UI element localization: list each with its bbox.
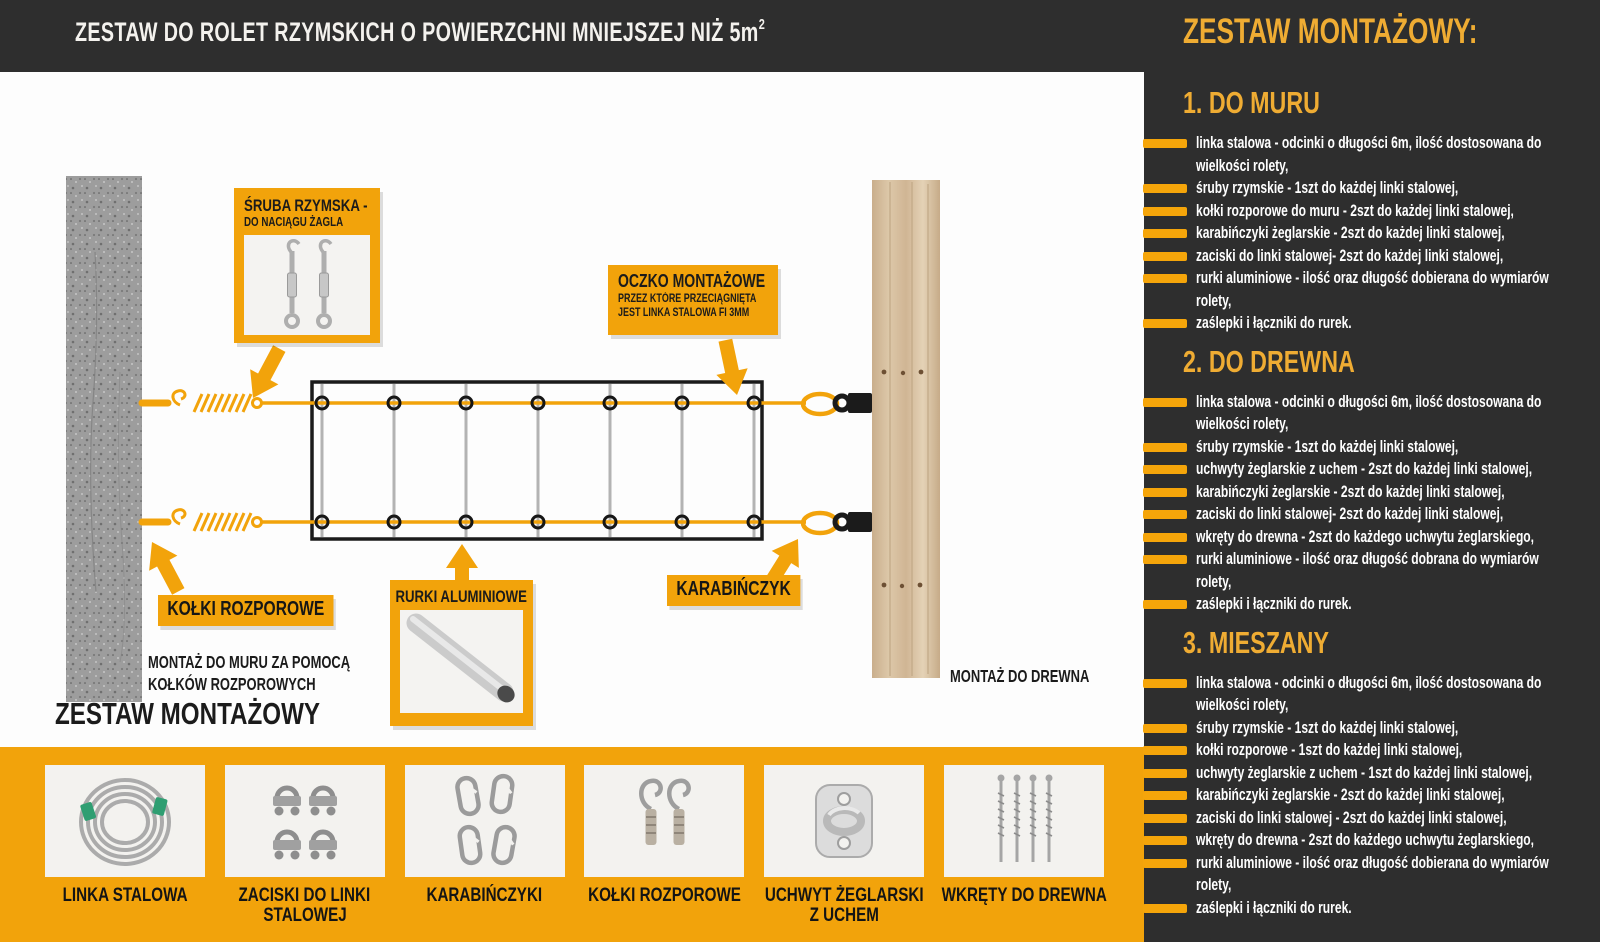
panel-list-item	[1144, 458, 1600, 481]
panel-item-line: zaślepki i łączniki do rurek.	[1196, 897, 1352, 917]
product-card	[405, 765, 565, 942]
product-label	[764, 886, 924, 926]
turnbuckle-symbol-bottom	[194, 513, 251, 531]
product-photo	[944, 765, 1104, 877]
panel-item-line: rolety,	[1196, 571, 1232, 591]
product-label-line: UCHWYT ŻEGLARSKI	[764, 885, 924, 906]
panel-list-item	[1144, 436, 1600, 459]
panel-list-item	[1144, 200, 1600, 223]
panel-item-line: karabińczyki żeglarskie - 2szt do każdej linki stalowej,	[1196, 223, 1505, 242]
panel-item-line: uchwyty żeglarskie z uchem - 1szt do każdej linki stalowej,	[1196, 762, 1533, 782]
panel-list-item	[1144, 784, 1600, 807]
page-title-superscript: 2	[758, 16, 766, 33]
right-panel	[1144, 0, 1600, 942]
panel-list-item	[1144, 503, 1600, 526]
panel-section-heading: 2. DO DREWNA	[1183, 343, 1355, 379]
panel-item-line: rurki aluminiowe - ilość oraz długość dobrana do wymiarów	[1196, 549, 1539, 568]
product-label-line: KARABIŃCZYKI	[426, 885, 543, 906]
turnbuckle-photo	[244, 235, 370, 335]
panel-item-line: śruby rzymskie - 1szt do każdej linki stalowej,	[1196, 717, 1459, 737]
panel-item-line: karabińczyki żeglarskie - 2szt do każdej linki stalowej,	[1196, 785, 1505, 804]
panel-item-line: rolety,	[1196, 290, 1232, 310]
product-photo	[45, 765, 205, 877]
mounting-diagram	[0, 72, 1144, 747]
callout-oczko-line1: PRZEZ KTÓRE PRZECIĄGNIĘTA	[618, 293, 757, 305]
callout-kolki-rozporowe: KOŁKI ROZPOROWE	[158, 595, 334, 626]
panel-list-item	[1144, 132, 1600, 177]
caption-montaz-do-muru	[148, 651, 421, 695]
callout-sruba-subtitle: DO NACIĄGU ŻAGLA	[244, 215, 344, 229]
cable-clamps-icon	[225, 765, 385, 877]
panel-item-line: wielkości rolety,	[1196, 414, 1289, 433]
product-label-line: WKRĘTY DO DREWNA	[941, 885, 1107, 906]
panel-list-item	[1144, 807, 1600, 830]
panel-list-item	[1144, 717, 1600, 740]
product-label	[941, 885, 1107, 906]
carabiner-symbol-bottom	[803, 512, 872, 533]
panel-list-item	[1144, 222, 1600, 245]
sail-eye-plate-icon	[764, 765, 924, 877]
product-label	[45, 886, 205, 906]
panel-list-item	[1144, 267, 1600, 312]
panel-list-item	[1144, 672, 1600, 717]
panel-list-item	[1144, 245, 1600, 268]
panel-item-line: śruby rzymskie - 1szt do każdej linki stalowej,	[1196, 436, 1459, 456]
callout-oczko-line2: JEST LINKA STALOWA FI 3MM	[618, 307, 750, 319]
product-strip	[0, 747, 1144, 942]
page-title	[75, 17, 765, 48]
panel-list-item	[1144, 739, 1600, 762]
product-label-line: STALOWEJ	[263, 905, 347, 926]
panel-item-line: linka stalowa - odcinki o długości 6m, ilość dostosowana do	[1196, 133, 1542, 152]
steel-cable-top	[142, 391, 806, 412]
arrow-oczko	[710, 337, 753, 398]
product-photo	[405, 765, 565, 877]
panel-item-line: zaciski do linki stalowej- 2szt do każdej linki stalowej,	[1196, 504, 1504, 523]
panel-item-line: kołki rozporowe - 1szt do każdej linki stalowej,	[1196, 740, 1463, 759]
panel-item-line: rurki aluminiowe - ilość oraz długość dobierana do wymiarów	[1196, 852, 1549, 872]
product-photo	[225, 765, 385, 877]
caption-montaz-muru-line2: KOŁKÓW ROZPOROWYCH	[148, 674, 316, 694]
panel-list-item	[1144, 526, 1600, 549]
hook-wall-plugs-icon	[584, 765, 744, 877]
panel-item-line: śruby rzymskie - 1szt do każdej linki stalowej,	[1196, 178, 1459, 197]
callout-karabinczyk: KARABIŃCZYK	[667, 575, 800, 606]
panel-list-item	[1144, 312, 1600, 335]
steel-cable-bottom	[142, 510, 806, 531]
wood-mount-hook-top	[835, 396, 849, 410]
product-photo	[764, 765, 924, 877]
panel-list-item	[1144, 762, 1600, 785]
callout-sruba-rzymska	[234, 188, 380, 343]
panel-item-line: wielkości rolety,	[1196, 695, 1289, 714]
arrow-kolki	[138, 534, 193, 598]
strip-heading: ZESTAW MONTAŻOWY	[55, 696, 321, 731]
panel-list-item	[1144, 391, 1600, 436]
product-label-line: ZACISKI DO LINKI	[238, 885, 371, 906]
product-label	[225, 886, 385, 926]
panel-list-item	[1144, 897, 1600, 920]
panel-list-item	[1144, 177, 1600, 200]
arrow-sruba	[239, 341, 294, 405]
steel-cable-coil-icon	[45, 765, 205, 877]
panel-item-line: wkręty do drewna - 2szt do każdego uchwytu żeglarskiego,	[1196, 526, 1535, 546]
callout-arrows	[138, 337, 812, 600]
panel-item-line: zaciski do linki stalowej - 2szt do każdej linki stalowej,	[1196, 807, 1507, 827]
product-card	[45, 765, 205, 942]
panel-list-item	[1144, 829, 1600, 852]
callout-rurki-title: RURKI ALUMINIOWE	[395, 588, 528, 606]
panel-section	[1144, 626, 1600, 920]
callout-sruba-title: ŚRUBA RZYMSKA -	[244, 196, 368, 215]
carabiners-icon	[405, 765, 565, 877]
product-card	[764, 765, 924, 942]
turnbuckle-icon	[244, 235, 370, 335]
panel-item-line: rolety,	[1196, 875, 1232, 894]
diagram-area	[0, 72, 1144, 747]
carabiner-symbol-top	[803, 393, 872, 414]
panel-section-heading: 3. MIESZANY	[1183, 624, 1329, 660]
page-title-text: ZESTAW DO ROLET RZYMSKICH O POWIERZCHNI MNIEJSZEJ NIŻ 5m	[75, 17, 759, 47]
product-label	[584, 886, 744, 906]
panel-item-line: zaślepki i łączniki do rurek.	[1196, 313, 1352, 332]
product-label-line: KOŁKI ROZPOROWE	[587, 885, 741, 906]
product-card	[941, 765, 1107, 942]
panel-section-heading: 1. DO MURU	[1183, 85, 1320, 120]
panel-item-line: linka stalowa - odcinki o długości 6m, ilość dostosowana do	[1196, 391, 1542, 411]
concrete-wall	[66, 176, 142, 702]
panel-list-item	[1144, 852, 1600, 897]
caption-montaz-muru-line1: MONTAŻ DO MURU ZA POMOCĄ	[148, 652, 351, 672]
caption-montaz-do-drewna: MONTAŻ DO DREWNA	[950, 666, 1090, 686]
product-card	[584, 765, 744, 942]
product-label-line: Z UCHEM	[809, 905, 879, 926]
callout-oczko-title: OCZKO MONTAŻOWE	[618, 271, 766, 291]
panel-item-line: zaciski do linki stalowej- 2szt do każdej linki stalowej,	[1196, 245, 1504, 265]
panel-item-line: kołki rozporowe do muru - 2szt do każdej linki stalowej,	[1196, 200, 1514, 220]
panel-item-line: wkręty do drewna - 2szt do każdego uchwytu żeglarskiego,	[1196, 830, 1535, 849]
panel-title: ZESTAW MONTAŻOWY:	[1183, 12, 1478, 51]
panel-item-line: linka stalowa - odcinki o długości 6m, ilość dostosowana do	[1196, 672, 1542, 692]
panel-item-line: rurki aluminiowe - ilość oraz długość dobierana do wymiarów	[1196, 268, 1549, 287]
panel-sections	[1144, 86, 1600, 919]
product-photo	[584, 765, 744, 877]
callout-oczko-montazowe	[608, 265, 778, 335]
panel-section	[1144, 86, 1600, 335]
product-label-line: LINKA STALOWA	[62, 885, 188, 906]
panel-list-item	[1144, 548, 1600, 593]
panel-list-item	[1144, 593, 1600, 616]
panel-item-line: karabińczyki żeglarskie - 2szt do każdej linki stalowej,	[1196, 481, 1505, 501]
aluminum-tube-lines	[322, 384, 754, 537]
panel-item-line: uchwyty żeglarskie z uchem - 2szt do każdej linki stalowej,	[1196, 459, 1533, 478]
turnbuckle-symbol-top	[194, 394, 251, 412]
panel-item-line: zaślepki i łączniki do rurek.	[1196, 594, 1352, 613]
panel-item-line: wielkości rolety,	[1196, 155, 1289, 175]
product-card	[225, 765, 385, 942]
product-label	[405, 886, 565, 906]
panel-section	[1144, 345, 1600, 616]
wood-plank	[872, 180, 940, 678]
wood-mount-hook-bottom	[835, 515, 849, 529]
panel-list-item	[1144, 481, 1600, 504]
wood-screws-icon	[944, 765, 1104, 877]
